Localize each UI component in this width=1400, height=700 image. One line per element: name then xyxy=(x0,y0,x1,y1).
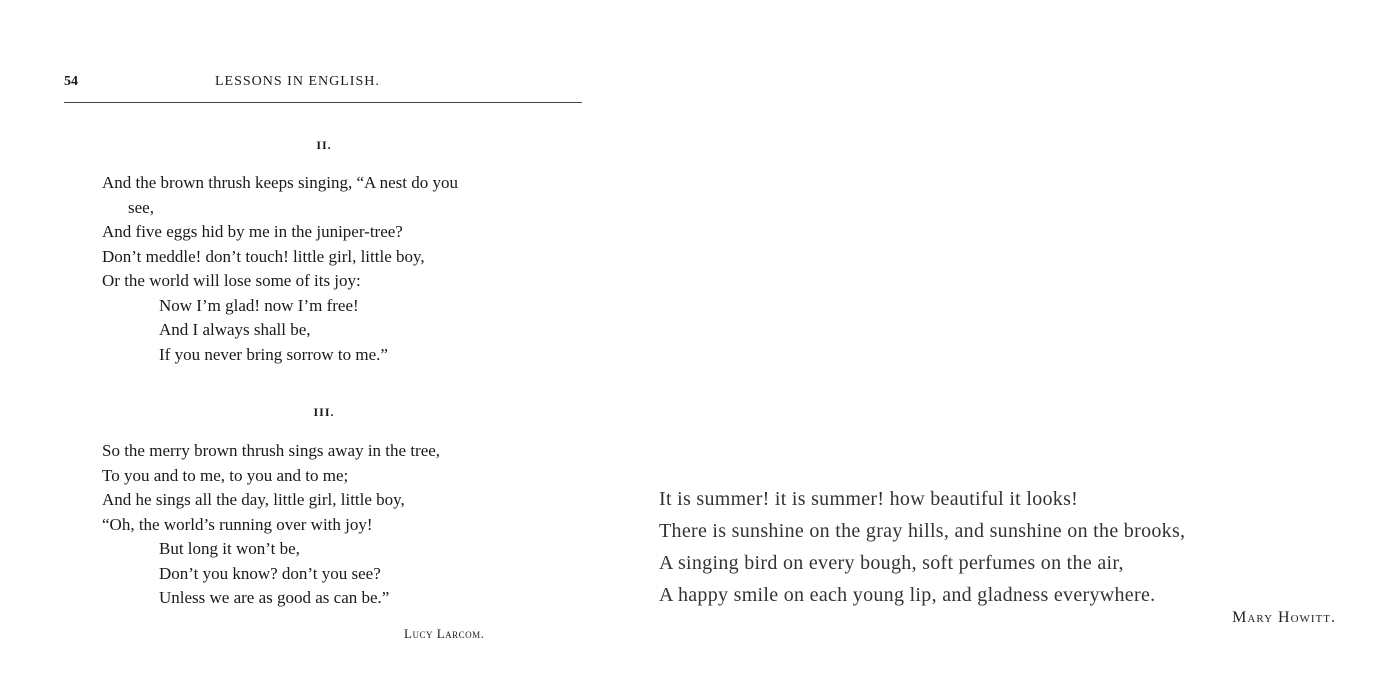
poem-attribution-right: Mary Howitt. xyxy=(1232,609,1336,626)
poem-line: “Oh, the world’s running over with joy! xyxy=(102,514,373,534)
header-rule xyxy=(64,102,582,103)
poem-line: It is summer! it is summer! how beautiful it looks! xyxy=(659,488,1079,510)
poem-line: Now I’m glad! now I’m free! xyxy=(159,295,359,315)
running-head xyxy=(64,74,584,94)
poem-line: A happy smile on each young lip, and gladness everywhere. xyxy=(659,584,1156,606)
right-poem-excerpt xyxy=(659,483,1349,611)
poem-line: And I always shall be, xyxy=(159,320,311,339)
poem-line: There is sunshine on the gray hills, and sunshine on the brooks, xyxy=(659,520,1186,542)
poem-line: Or the world will lose some of its joy: xyxy=(102,271,361,290)
poem-line: Unless we are as good as can be.” xyxy=(159,588,390,607)
page-number: 54 xyxy=(64,74,78,89)
stanza-3 xyxy=(102,439,592,611)
poem-attribution-left: Lucy Larcom. xyxy=(404,626,485,641)
poem-line: But long it won’t be, xyxy=(159,539,300,558)
poem-line: Don’t you know? don’t you see? xyxy=(159,563,381,583)
poem-line: Don’t meddle! don’t touch! little girl, little boy, xyxy=(102,246,425,266)
poem-line: And the brown thrush keeps singing, “A nest do you xyxy=(102,173,459,192)
running-title: LESSONS IN ENGLISH. xyxy=(215,74,380,89)
stanza-numeral-2: II. xyxy=(316,138,332,152)
poem-line: see, xyxy=(128,197,154,217)
poem-line: If you never bring sorrow to me.” xyxy=(159,344,388,364)
poem-line: A singing bird on every bough, soft perfumes on the air, xyxy=(659,552,1124,574)
poem-line: And five eggs hid by me in the juniper-tree? xyxy=(102,222,403,241)
stanza-2 xyxy=(102,171,592,367)
stanza-numeral-3: III. xyxy=(313,405,335,419)
poem-line: To you and to me, to you and to me; xyxy=(102,465,349,485)
poem-line: And he sings all the day, little girl, little boy, xyxy=(102,490,405,509)
poem-line: So the merry brown thrush sings away in the tree, xyxy=(102,441,441,460)
left-book-page xyxy=(0,0,600,700)
